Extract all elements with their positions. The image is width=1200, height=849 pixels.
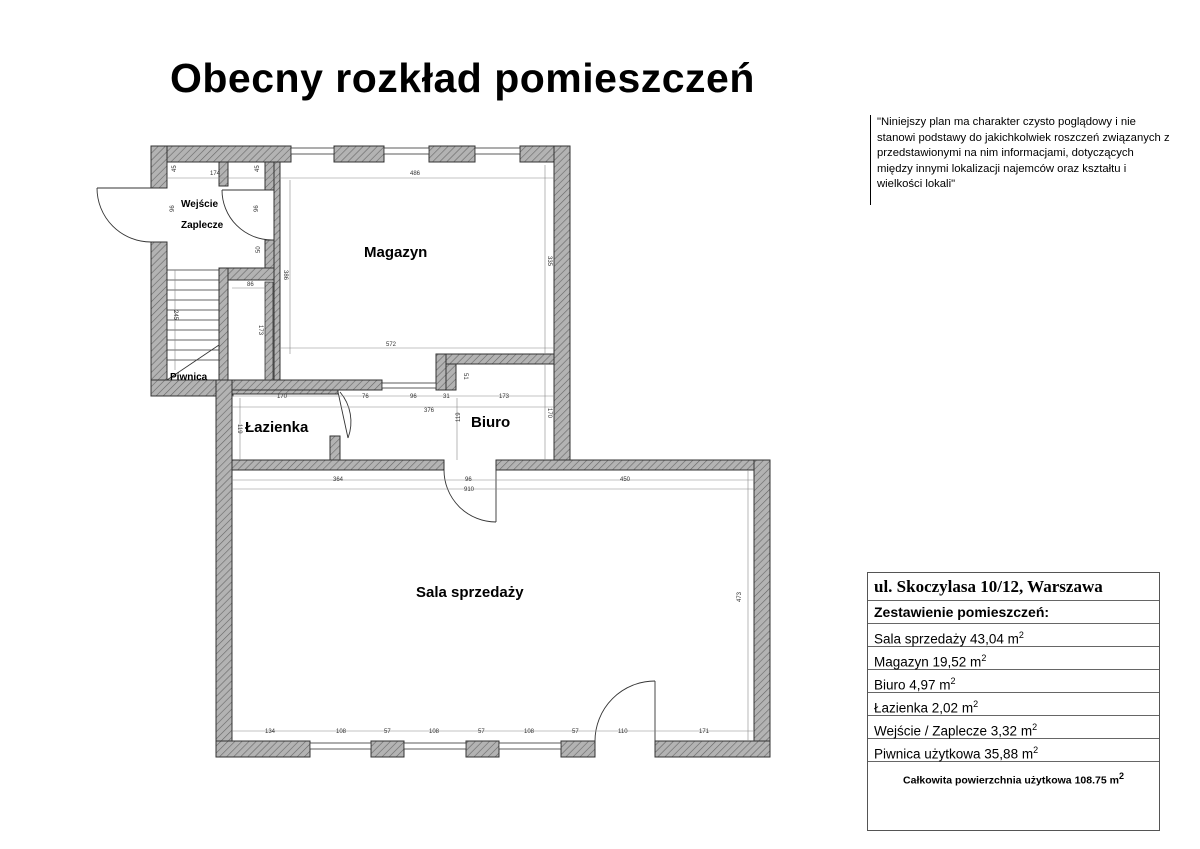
dim-910: 910: [464, 487, 475, 493]
dim-108a: 108: [336, 729, 347, 735]
room-label-salesroom: Sala sprzedaży: [416, 584, 524, 601]
dim-76: 76: [362, 394, 369, 400]
room-label-storage: Magazyn: [364, 244, 428, 261]
dim-110: 110: [618, 729, 628, 735]
dim-57c: 57: [572, 729, 579, 735]
dim-119b: 119: [456, 412, 462, 422]
dim-45b: 45: [255, 165, 261, 172]
room-label-backroom: Zaplecze: [181, 220, 224, 231]
dim-96c: 96: [410, 394, 417, 400]
dim-572: 572: [386, 342, 397, 348]
summary-header: Zestawienie pomieszczeń:: [868, 601, 1159, 624]
dim-245: 245: [172, 310, 178, 321]
dim-170v: 170: [546, 408, 552, 419]
address: ul. Skoczylasa 10/12, Warszawa: [868, 573, 1159, 601]
summary-item: Łazienka 2,02 $m^2$: [868, 693, 1159, 716]
dim-51: 51: [462, 373, 468, 380]
page-title: Obecny rozkład pomieszczeń: [170, 55, 755, 101]
summary-item: Magazyn 19,52 $m^2$: [868, 647, 1159, 670]
dim-45a: 45: [172, 165, 178, 172]
dim-364: 364: [333, 477, 344, 483]
dim-170: 170: [277, 394, 288, 400]
dim-376: 376: [424, 408, 435, 414]
dim-473: 473: [737, 591, 743, 602]
rooms-summary-table: [867, 572, 1160, 831]
dim-96d: 96: [465, 477, 472, 483]
walls: [151, 146, 770, 757]
dim-450: 450: [620, 477, 631, 483]
dim-134: 134: [265, 729, 276, 735]
disclaimer-note: "Niniejszy plan ma charakter czysto poglądowy i nie stanowi podstawy do jakichkolwiek roszczeń związanych z przedstawionymi na nim informacjami, dotyczących między innymi lokalizacji najemców oraz kształtu i wielkości lokali": [870, 115, 1170, 205]
dim-108c: 108: [524, 729, 535, 735]
dim-57b: 57: [478, 729, 485, 735]
summary-item: Sala sprzedaży 43,04 $m^2$: [868, 624, 1159, 647]
summary-item: Piwnica użytkowa 35,88 $m^2$: [868, 739, 1159, 762]
dim-96b: 96: [254, 205, 260, 212]
dim-386: 386: [282, 270, 288, 281]
dim-57a: 57: [384, 729, 391, 735]
dim-335: 335: [546, 256, 552, 267]
dim-173h: 173: [499, 394, 510, 400]
room-label-basement: Piwnica: [170, 372, 208, 383]
dim-174: 174: [210, 171, 221, 177]
room-label-office: Biuro: [471, 414, 511, 431]
dim-108b: 108: [429, 729, 440, 735]
room-label-bathroom: Łazienka: [245, 419, 309, 436]
dim-50: 50: [256, 246, 262, 253]
total-area: Całkowita powierzchnia użytkowa 108.75 $m^2$: [903, 771, 1124, 787]
dim-486: 486: [410, 171, 421, 177]
summary-item: Wejście / Zaplecze 3,32 $m^2$: [868, 716, 1159, 739]
dim-173v: 173: [257, 325, 263, 336]
room-label-entrance: Wejście: [181, 199, 219, 210]
dim-96a: 96: [170, 205, 176, 212]
dim-119a: 119: [236, 424, 242, 434]
dim-171: 171: [699, 729, 710, 735]
summary-item: Biuro 4,97 $m^2$: [868, 670, 1159, 693]
dim-86: 86: [247, 282, 254, 288]
dim-31: 31: [443, 394, 450, 400]
